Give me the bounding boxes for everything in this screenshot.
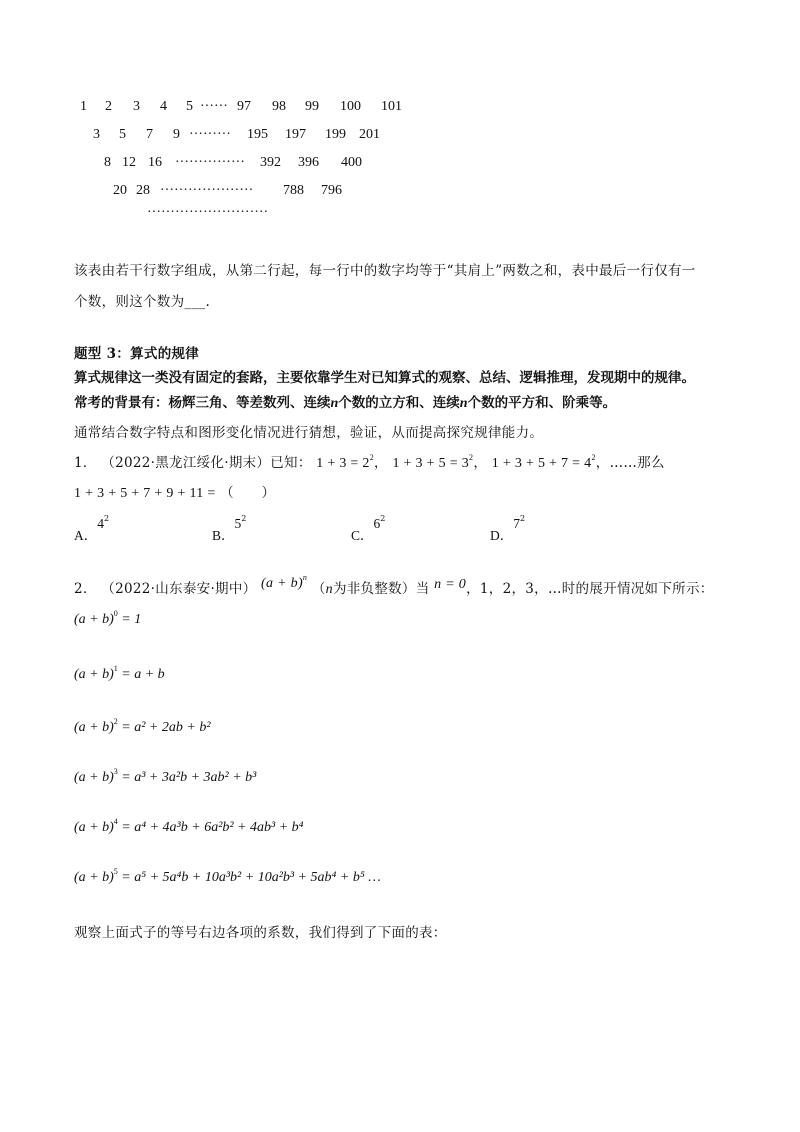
question-1-line2: 1 + 3 + 5 + 7 + 9 + 11 = （ ） <box>74 485 276 501</box>
triangle-row1-item: 1 <box>80 99 87 114</box>
triangle-row3-item: 16 <box>148 155 162 170</box>
triangle-row3-item: 396 <box>298 155 319 170</box>
math-equation: $1 + 3 = 2^2$ <box>316 453 375 471</box>
triangle-row1-item: 5 <box>186 99 193 114</box>
expansion-row: $(a + b)^1 = a + b$ <box>74 664 165 682</box>
triangle-row1-item: 100 <box>340 99 361 114</box>
triangle-row1-dots: ······ <box>200 99 228 114</box>
triangle-row1-item: 2 <box>105 99 112 114</box>
triangle-row4-item: 20 <box>113 183 127 198</box>
triangle-row4-item: 28 <box>136 183 150 198</box>
triangle-row1-item: 4 <box>160 99 167 114</box>
triangle-row3-item: 12 <box>122 155 136 170</box>
question-source: （2022·山东泰安·期中） <box>101 581 257 597</box>
expansion-row: $(a + b)^5 = a^5 + 5a^4b + 10a^3b^2 + 10a^2b^3 + 5ab^4 + b^5$ … <box>74 867 381 885</box>
math-expression: $(a + b)^n$ <box>261 573 308 591</box>
triangle-row4-dots: ···················· <box>160 183 254 198</box>
expansion-row: $(a + b)^2 = a^2 + 2ab + b^2$ <box>74 717 211 735</box>
triangle-row1-item: 98 <box>272 99 286 114</box>
triangle-row2-item: 5 <box>119 127 126 142</box>
triangle-row2-item: 3 <box>93 127 100 142</box>
triangle-row3-item: 392 <box>260 155 281 170</box>
triangle-row1-item: 3 <box>133 99 140 114</box>
problem-intro-line1: 该表由若干行数字组成，从第二行起，每一行中的数字均等于“其肩上”两数之和，表中最后一行仅有一 <box>74 263 696 279</box>
triangle-row2-dots: ········· <box>189 127 231 142</box>
math-equation: $1 + 3 + 5 = 3^2$ <box>392 453 474 471</box>
triangle-row4-item: 788 <box>283 183 304 198</box>
question-2-line1: 2． （2022·山东泰安·期中） $(a + b)^n$ （n为非负整数）当 n = 0，1，2，3，…时的展开情况如下所示： <box>74 573 714 597</box>
triangle-row2-item: 195 <box>247 127 268 142</box>
triangle-row2-item: 201 <box>359 127 380 142</box>
triangle-row2-item: 7 <box>146 127 153 142</box>
section-bold-line1: 算式规律这一类没有固定的套路，主要依靠学生对已知算式的观察、总结、逻辑推理，发现期中的规律。 <box>74 370 695 386</box>
section-title: 题型 3：算式的规律 <box>74 346 200 362</box>
math-equation: $1 + 3 + 5 + 7 = 4^2$ <box>491 453 596 471</box>
option-d[interactable]: D．$7^2$ <box>490 514 526 543</box>
expansion-row: $(a + b)^0 = 1$ <box>74 609 142 627</box>
question-source: （2022·黑龙江绥化·期末）已知： <box>101 455 312 471</box>
question-number: 2． <box>74 581 97 597</box>
triangle-row5-dots: ·························· <box>147 205 269 220</box>
problem-intro-line2: 个数，则这个数为___. <box>74 294 211 310</box>
closing-line: 观察上面式子的等号右边各项的系数，我们得到了下面的表： <box>74 925 447 941</box>
option-b[interactable]: B．$5^2$ <box>212 514 247 543</box>
section-normal-line: 通常结合数字特点和图形变化情况进行猜想，验证，从而提高探究规律能力。 <box>74 425 544 441</box>
triangle-row3-item: 8 <box>104 155 111 170</box>
option-c[interactable]: C．$6^2$ <box>351 514 386 543</box>
question-number: 1． <box>74 455 97 471</box>
triangle-row3-item: 400 <box>341 155 362 170</box>
question-1-line1: 1． （2022·黑龙江绥化·期末）已知： $1 + 3 = 2^2$， $1 + 3 + 5 = 3^2$， $1 + 3 + 5 + 7 = 4^2$，……那么 <box>74 453 665 471</box>
triangle-row2-item: 199 <box>325 127 346 142</box>
answer-blank: （ ） <box>220 485 276 501</box>
triangle-row3-dots: ··············· <box>175 155 245 170</box>
expansion-row: $(a + b)^4 = a^4 + 4a^3b + 6a^2b^2 + 4ab^3 + b^4$ <box>74 817 304 835</box>
expansion-row: $(a + b)^3 = a^3 + 3a^2b + 3ab^2 + b^3$ <box>74 767 257 785</box>
triangle-row4-item: 796 <box>321 183 342 198</box>
option-a[interactable]: A．$4^2$ <box>74 514 110 543</box>
section-bold-line2: 常考的背景有：杨辉三角、等差数列、连续n个数的立方和、连续n个数的平方和、阶乘等。 <box>74 395 617 411</box>
triangle-row2-item: 9 <box>173 127 180 142</box>
triangle-row1-item: 101 <box>381 99 402 114</box>
triangle-row2-item: 197 <box>285 127 306 142</box>
triangle-row1-item: 99 <box>305 99 319 114</box>
triangle-row1-item: 97 <box>237 99 251 114</box>
